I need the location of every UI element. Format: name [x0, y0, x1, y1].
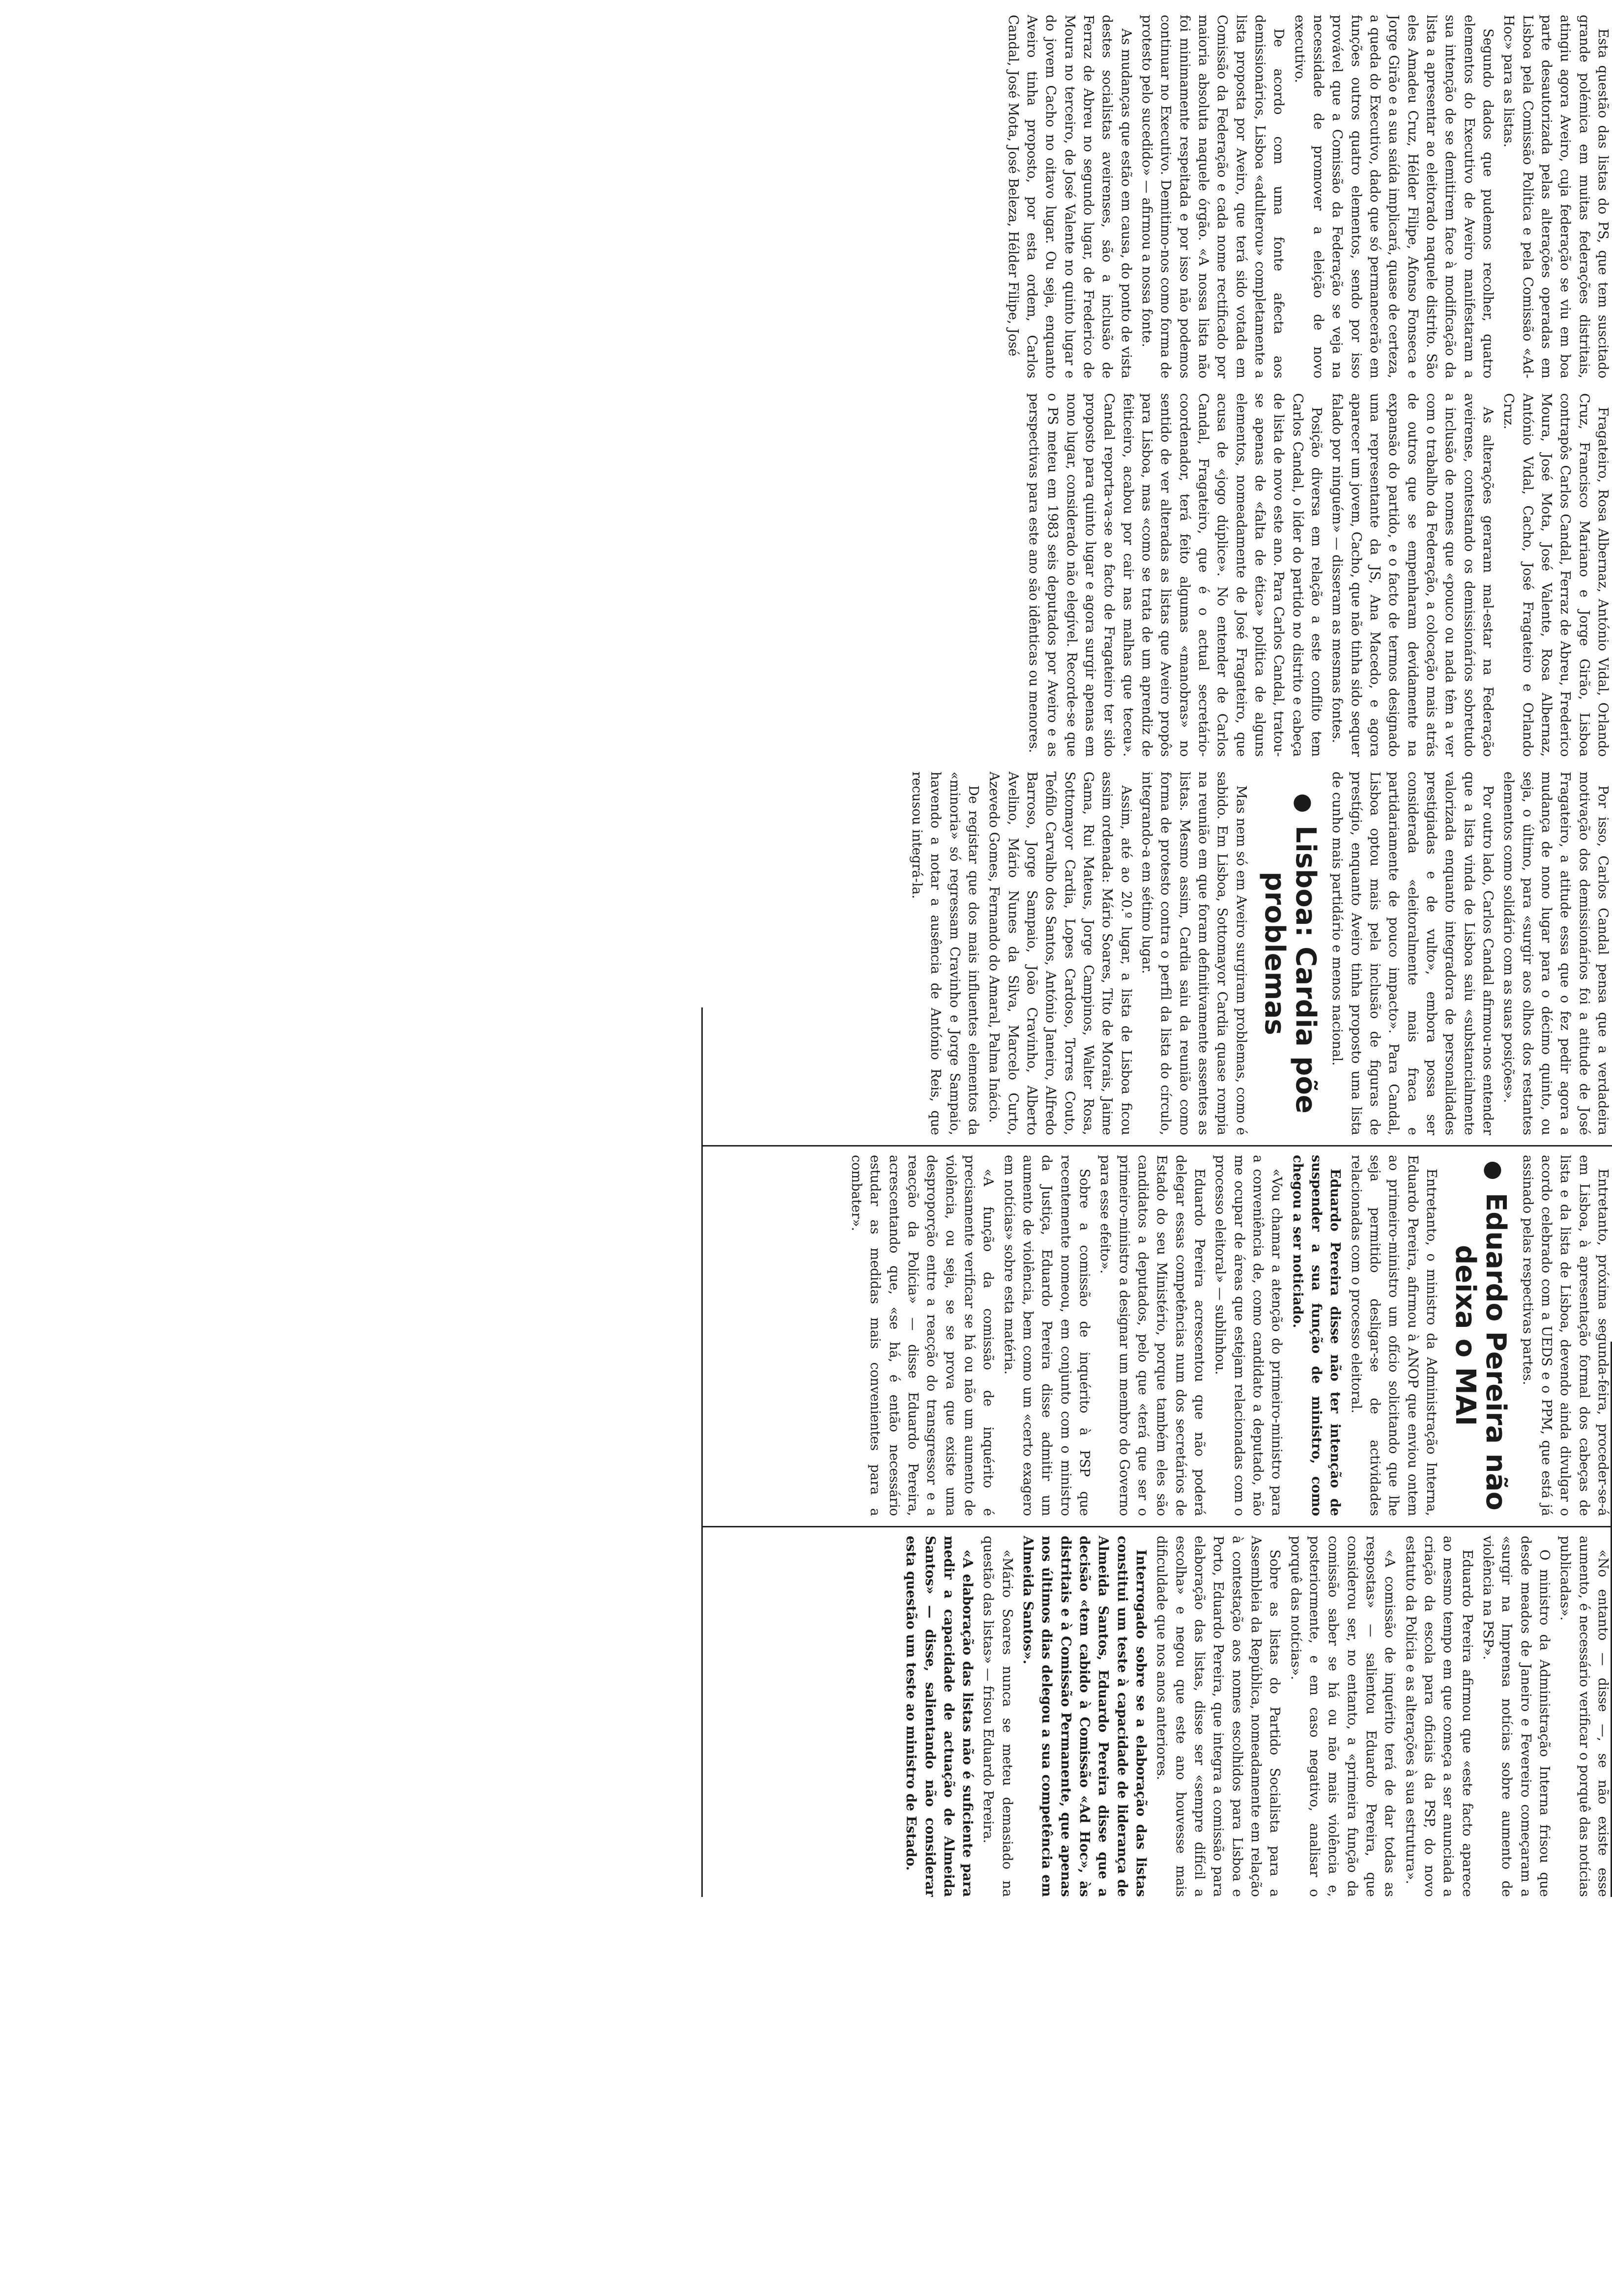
paragraph: «No entanto — disse —, se não existe esse aumento, é necessário verificar o porquê das notícias publicadas». [1557, 1536, 1611, 1897]
heading-text: Lisboa: Cardia põe problemas [1259, 825, 1322, 1114]
section-heading [1449, 1155, 1511, 1516]
article-column-1 [20, 15, 1612, 378]
article-column-3 [20, 772, 1612, 1135]
paragraph: «Vou chamar a atenção do primeiro-ministro para a conveniência de, como candidato a deputado, não me ocupar de áreas que estejam relacionadas com o processo eleitoral» — sublinhou. [1212, 1155, 1285, 1516]
paragraph: Posição diversa em relação a este conflito tem Carlos Candal, o líder do partido no distrito e cabeça de lista de novo este ano. Para Carlos Candal, tratou-se apenas de «falta de ética» política de alguns elementos, nomeadamente de José Fragateiro, que acusa de «jogo dúplice». No entender de Carlos Candal, Fragateiro, que é o actual secretário-coordenador, terá feito algumas «manobras» no sentido de ver alteradas as listas que Aveiro propôs para Lisboa, mas «como se trata de um aprendiz de feiticeiro, acabou por cair nas malhas que teceu». Candal reporta-va-se ao facto de Fragateiro ter sido proposto para quinto lugar e agora surgir apenas em nono lugar, considerado não elegível. Recorde-se que o PS meteu em 1983 seis deputados por Aveiro e as perspectivas para este ano são idênticas ou menores. [1026, 393, 1324, 757]
paragraph: De acordo com uma fonte afecta aos demissionários, Lisboa «adulterou» completamente a lista proposta por Aveiro, que terá sido votada em Comissão da Federação e cada nome rectificado por maioria absoluta naquele órgão. «A nossa lista não foi minimamente respeitada e por isso não podemos continuar no Executivo. Demitimo-nos como forma de protesto pelo sucedido» — afirmou a nossa fonte. [1139, 15, 1287, 378]
bullet-icon: ● [1481, 1160, 1508, 1180]
paragraph: Entretanto, o ministro da Administração Interna, Eduardo Pereira, afirmou à ANOP que enviou ontem ao primeiro-ministro um ofício solicitando que lhe seja permitido desligar-se de actividades relacionadas com o processo eleitoral. [1348, 1155, 1439, 1516]
column-rule [703, 1526, 1612, 1527]
paragraph: As mudanças que estão em causa, do ponto de vista destes socialistas aveirenses, são a inclusão de Ferraz de Abreu no segundo lugar, de Frederico de Moura no terceiro, de José Valente no quinto lugar e do jovem Cacho no oitavo lugar. Ou seja, enquanto Aveiro tinha proposto, por esta ordem, Carlos Candal, José Mota, José Beleza, Hélder Filipe, José [1005, 15, 1134, 378]
article-column-4 [703, 1155, 1612, 1516]
heading-text: Eduardo Pereira não deixa o MAI [1449, 1193, 1512, 1511]
paragraph: Eduardo Pereira acrescentou que não poderá delegar essas competências num dos secretários de Estado do seu Ministério, porque também eles são candidatos a deputados, pelo que «terá que ser o primeiro-ministro a designar um membro do Governo para esse efeito». [1097, 1155, 1207, 1516]
paragraph: Sobre as listas do Partido Socialista para a Assembleia da República, nomeadamente em relação à contestação aos nomes escolhidos para Lisboa e Porto, Eduardo Pereira, que integra a comissão para elaboração das listas, disse ser «sempre difícil a escolha» e negou que este ano houvesse mais dificuldade que nos anos anteriores. [1154, 1536, 1283, 1897]
paragraph: Interrogado sobre se a elaboração das listas constitui um teste à capacidade de liderança de Almeida Santos, Eduardo Pereira disse que a decisão «tem cabido à Comissão «Ad Hoc», às distritais e à Comissão Permanente, que apenas nos últimos dias delegou a sua competência em Almeida Santos». [1020, 1536, 1149, 1897]
paragraph: Eduardo Pereira afirmou que «este facto aparece ao mesmo tempo em que começa a ser anunciada a criação da escola para oficiais da PSP, do novo estatuto da Polícia e as alterações à sua estrutura». [1403, 1536, 1475, 1897]
paragraph: «Mário Soares nunca se meteu demasiado na questão das listas» — frisou Eduardo Pereira. [980, 1536, 1015, 1897]
article-column-2 [20, 393, 1612, 757]
paragraph: Fragateiro, Rosa Albernaz, António Vidal, Orlando Cruz, Francisco Mariano e Jorge Girão, Lisboa contrapôs Carlos Candal, Ferraz de Abreu, Frederico Moura, José Mota, José Valente, Rosa Albernaz, António Vidal, Cacho, José Fragateiro e Orlando Cruz. [1501, 393, 1611, 757]
paragraph: As alterações geraram mal-estar na Federação aveirense, contestando os demissionários sobretudo a inclusão de nomes que «pouco ou nada têm a ver com o trabalho da Federação, a colocação mais atrás de outros que se empenharam devidamente na expansão do partido, e o facto de termos designado uma representante da JS, Ana Macedo, e agora aparecer um jovem, Cacho, que não tinha sido sequer falado por ninguém» — disseram as mesmas fontes. [1329, 393, 1496, 757]
bullet-icon: ● [1291, 793, 1318, 813]
paragraph: Assim, até ao 20.º lugar, a lista de Lisboa ficou assim ordenada: Mário Soares, Tito de Morais, Jaime Gama, Rui Mateus, Jorge Campinos, Walter Rosa, Sottomayor Cardia, Lopes Cardoso, Torres Couto, Teófilo Carvalho dos Santos, António Janeiro, Alfredo Barroso, Jorge Sampaio, João Cravinho, Alberto Avelino, Mário Nunes da Silva, Marcelo Curto, Azevedo Gomes, Fernando do Amaral, Palma Inácio. [986, 772, 1134, 1135]
paragraph: Eduardo Pereira disse não ter intenção de suspender a sua função de ministro, como chegou a ser noticiado. [1290, 1155, 1343, 1516]
paragraph: Esta questão das listas do PS, que tem suscitado grande polémica em muitas federações distritais, atingiu agora Aveiro, cuja federação se viu em boa parte desautorizada pelas alterações operadas em Lisboa pela Comissão Política e pela Comissão «Ad-Hoc» para as listas. [1501, 15, 1611, 378]
section-heading [1259, 772, 1321, 1135]
column-rule [703, 1145, 1612, 1147]
article-column-5 [703, 1536, 1612, 1897]
paragraph: Por outro lado, Carlos Candal afirmou-nos entender que a lista vinda de Lisboa saiu «substancialmente valorizada enquanto integradora de personalidades prestigiadas e de vulto», embora possa ser considerada «eleitoralmente mais fraca e partidariamente de pouco impacto». Para Candal, Lisboa optou mais pela inclusão de figuras de prestígio, enquanto Aveiro tinha proposto uma lista de cunho mais partidário e menos nacional. [1329, 772, 1496, 1135]
paragraph: Mas nem só em Aveiro surgiram problemas, como é sabido. Em Lisboa, Sottomayor Cardia quase rompia na reunião em que foram definitivamente assentes as listas. Mesmo assim, Cardia saiu da reunião como forma de protesto contra o perfil da lista do círculo, integrando-a em sétimo lugar. [1139, 772, 1249, 1135]
paragraph: «A função da comissão de inquérito é precisamente verificar se há ou não um aumento de violência, ou seja, se se prova que existe uma desproporção entre a reacção do transgressor e a reacção da Polícia» — disse Eduardo Pereira, acrescentando que, «se há, é então necessário estudar as medidas mais convenientes para a combater». [849, 1155, 996, 1516]
paragraph: «A comissão de inquérito terá de dar todas as respostas» — salientou Eduardo Pereira, que considerou ser, no entanto, a «primeira função da comissão saber se há ou não mais violência e, posteriormente, e em caso negativo, analisar o porquê das notícias». [1288, 1536, 1398, 1897]
paragraph: Segundo dados que pudemos recolher, quatro elementos do Executivo de Aveiro manifestaram a sua intenção de se demitirem face à modificação da lista a apresentar ao eleitorado naquele distrito. São eles Amadeu Cruz, Hélder Filipe, Afonso Fonseca e Jorge Girão e a sua saída implicará, quase de certeza, a queda do Executivo, dado que só permanecerão em funções outros quatro elementos, sendo por isso provável que a Comissão da Federação se veja na necessidade de promover a eleição de novo executivo. [1292, 15, 1496, 378]
paragraph: O ministro da Administração Interna frisou que desde meados de Janeiro e Fevereiro começaram a «surgir na Imprensa notícias sobre aumento de violência na PSP». [1480, 1536, 1553, 1897]
paragraph: Sobre a comissão de inquérito à PSP que recentemente nomeou, em conjunto com o ministro da Justiça, Eduardo Pereira disse admitir um aumento de violência, bem como um «certo exagero em notícias» sobre esta matéria. [1001, 1155, 1093, 1516]
paragraph: Entretanto, próxima segunda-feira, proceder-se-á em Lisboa, à apresentação formal dos cabeças de lista e da lista de Lisboa, devendo ainda divulgar o acordo celebrado com a UEDS e o PPM, que está já assinado pelas respectivas partes. [1520, 1155, 1611, 1516]
paragraph: Por isso, Carlos Candal pensa que a verdadeira motivação dos demissionários foi a atitude de José Fragateiro, a atitude essa que o fez pedir agora a mudança de nono lugar para o décimo quinto, ou seja, o último, para «surgir aos olhos dos restantes elementos como solidário com as suas posições». [1501, 772, 1611, 1135]
paragraph: De registar que dos mais influentes elementos da «minoria» só regressam Cravinho e Jorge Sampaio, havendo a notar a ausência de António Reis, que recusou integrá-la. [909, 772, 981, 1135]
paragraph: «A elaboração das listas não é suficiente para medir a capacidade de actuação de Almeida Santos» — disse, salientando não considerar esta questão um teste ao ministro de Estado. [903, 1536, 976, 1897]
